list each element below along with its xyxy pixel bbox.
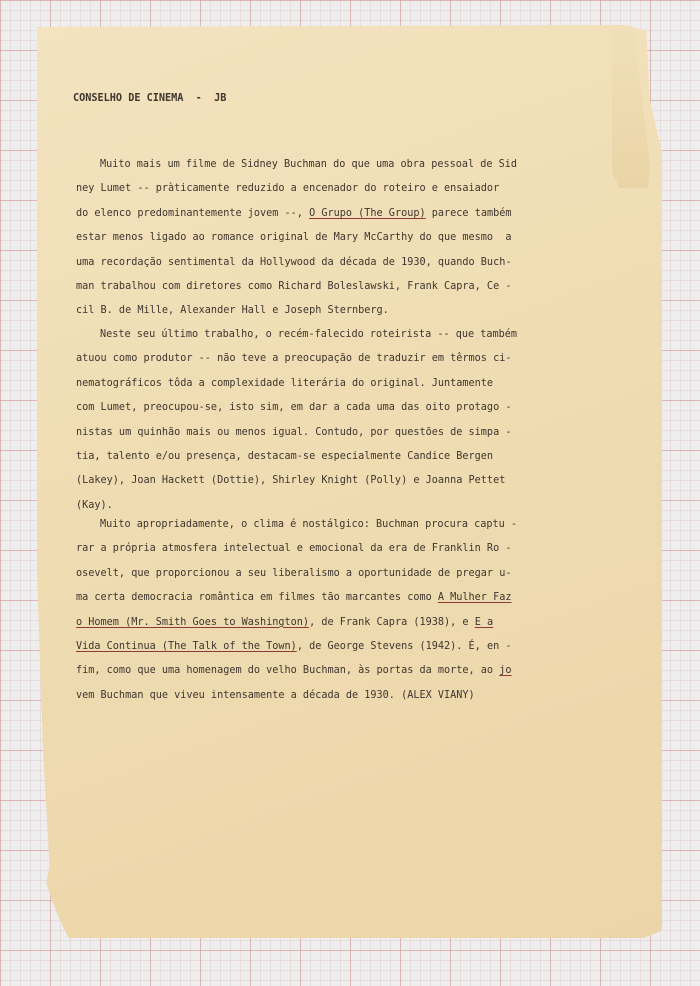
- text-segment: , de George Stevens (1942). É, en -: [296, 641, 512, 652]
- text-segment: nistas um quinhão mais ou menos igual. Contudo, por questões de simpa -: [76, 426, 512, 438]
- text-segment: ney Lumet -- pràticamente reduzido a encenador do roteiro e ensaiador: [76, 183, 500, 195]
- text-line: [76, 401, 511, 415]
- text-segment: Muito mais um filme de Sidney Buchman do que uma obra pessoal de Sid: [100, 159, 518, 170]
- text-line: [76, 352, 511, 366]
- underlined-title: A Mulher Faz: [437, 592, 512, 604]
- text-line: [76, 450, 493, 464]
- text-line: [76, 640, 511, 654]
- text-line: [100, 158, 517, 172]
- text-segment: do elenco predominantemente jovem --,: [76, 207, 310, 219]
- text-line: [76, 616, 493, 630]
- underlined-title: Vida Continua (The Talk of the Town): [76, 641, 297, 652]
- underlined-title: jo: [499, 665, 512, 677]
- text-line: [76, 499, 113, 513]
- text-segment: fim, como que uma homenagem do velho Buchman, às portas da morte, ao: [76, 665, 500, 677]
- text-line: [76, 567, 511, 581]
- text-line: [76, 591, 511, 605]
- text-line: [76, 256, 511, 270]
- text-line: [76, 377, 493, 391]
- text-segment: man trabalhou com diretores como Richard Boleslawski, Frank Capra, Ce -: [76, 281, 512, 292]
- text-segment: uma recordação sentimental da Hollywood da década de 1930, quando Buch-: [76, 256, 512, 268]
- text-line: [76, 426, 511, 440]
- text-line: [76, 474, 505, 488]
- text-line: [76, 689, 475, 703]
- text-line: [76, 231, 511, 245]
- text-line: [76, 304, 389, 318]
- text-segment: estar menos ligado ao romance original de Mary McCarthy do que mesmo a: [76, 232, 512, 244]
- text-line: [76, 542, 511, 556]
- underlined-title: o Homem (Mr. Smith Goes to Washington): [76, 616, 310, 628]
- document-heading: CONSELHO DE CINEMA - JB: [73, 93, 227, 104]
- underlined-title: O Grupo (The Group): [309, 207, 426, 219]
- text-line: [76, 664, 512, 678]
- text-line: [76, 280, 511, 294]
- text-segment: rar a própria atmosfera intelectual e emocional da era de Franklin Ro -: [76, 543, 512, 555]
- text-segment: cil B. de Mille, Alexander Hall e Joseph Sternberg.: [76, 305, 389, 317]
- text-segment: vem Buchman que viveu intensamente a década de 1930. (ALEX VIANY): [76, 689, 475, 701]
- text-segment: com Lumet, preocupou-se, isto sim, em dar a cada uma das oito protago -: [76, 402, 512, 414]
- text-line: [76, 207, 512, 221]
- text-segment: Neste seu último trabalho, o recém-falecido roteirista -- que também: [100, 329, 518, 340]
- text-segment: (Kay).: [76, 499, 113, 511]
- text-segment: ma certa democracia romântica em filmes tão marcantes como: [76, 592, 438, 604]
- text-segment: parece também: [425, 207, 512, 219]
- text-line: [100, 328, 517, 342]
- text-segment: (Lakey), Joan Hackett (Dottie), Shirley Knight (Polly) e Joanna Pettet: [76, 475, 506, 487]
- text-segment: tia, talento e/ou presença, destacam-se especialmente Candice Bergen: [76, 451, 494, 462]
- text-line: [76, 182, 499, 196]
- text-segment: nematográficos tôda a complexidade literária do original. Juntamente: [76, 377, 494, 389]
- text-segment: Muito apropriadamente, o clima é nostálgico: Buchman procura captu -: [100, 519, 518, 530]
- text-segment: atuou como produtor -- não teve a preocupação de traduzir em têrmos ci-: [76, 353, 512, 365]
- text-line: [100, 518, 517, 532]
- underlined-title: E a: [474, 616, 494, 628]
- text-segment: , de Frank Capra (1938), e: [309, 616, 475, 628]
- text-segment: osevelt, que proporcionou a seu liberalismo a oportunidade de pregar u-: [76, 567, 512, 579]
